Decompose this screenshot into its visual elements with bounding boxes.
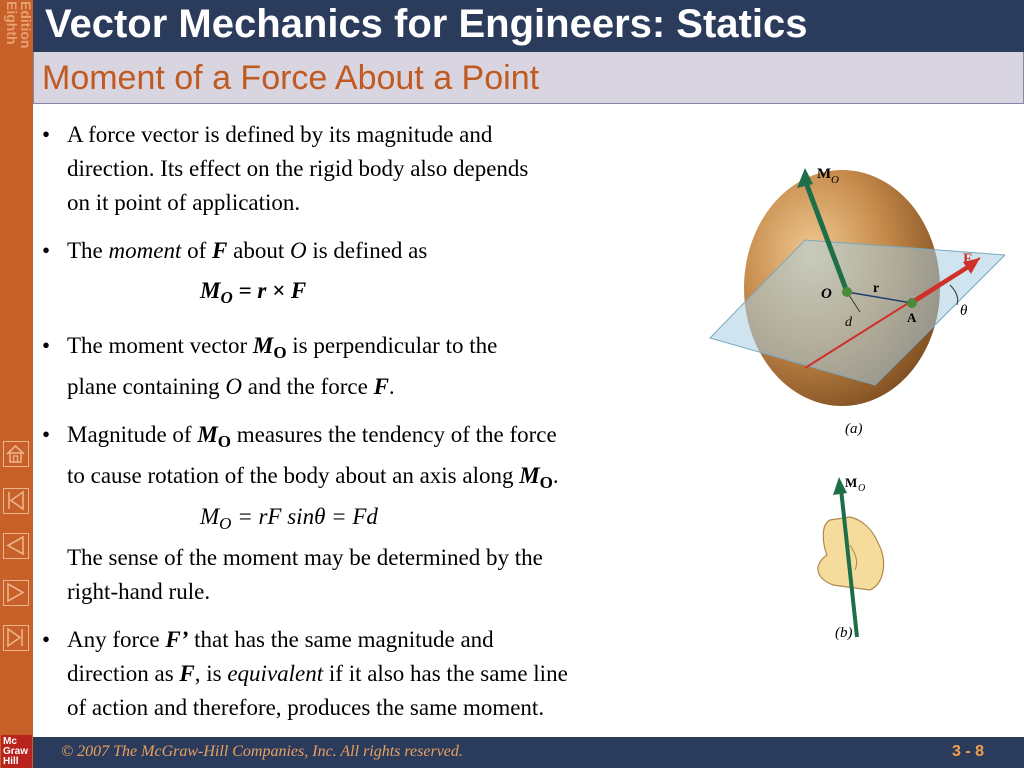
- bullet-dot: •: [42, 422, 51, 447]
- bullet-text: The moment vector $M_O$ is perpendicular to the: [67, 333, 498, 362]
- point-a: [907, 298, 917, 308]
- label-r: r: [873, 281, 880, 296]
- bullet-text: direction as F, is equivalent if it also has the same line: [67, 661, 568, 686]
- label-d: d: [845, 315, 852, 330]
- caption-a: (a): [845, 421, 863, 437]
- label-m-sub: O: [858, 483, 866, 494]
- edition-line2: Edition: [17, 1, 34, 49]
- subheader-bar: [33, 52, 1024, 104]
- mcgraw-hill-logo: [1, 735, 32, 768]
- label-theta: θ: [960, 303, 968, 319]
- magnitude-equation: $M_O$ = rF sinθ = Fd: [200, 504, 378, 533]
- bullet-text: Any force F’ that has the same magnitude and: [67, 627, 494, 652]
- point-o: [842, 287, 852, 297]
- bullet-dot: •: [42, 627, 51, 652]
- logo-line1: Mc: [3, 736, 17, 747]
- bullet-item: [42, 623, 702, 725]
- bullet-text: Magnitude of $M_O$ measures the tendency of the force: [67, 422, 557, 451]
- bullet-item: [42, 418, 702, 609]
- first-slide-icon: [4, 489, 27, 512]
- bullet-text: The sense of the moment may be determined by the: [67, 545, 543, 570]
- bullet-dot: •: [42, 122, 51, 147]
- label-o: O: [821, 286, 832, 302]
- bullet-item: [42, 329, 702, 404]
- label-a: A: [907, 310, 917, 325]
- label-m: M: [845, 475, 858, 490]
- last-slide-button[interactable]: [3, 625, 29, 651]
- edition-label: [0, 0, 33, 70]
- bullet-item: [42, 118, 702, 220]
- label-m-sub: O: [831, 174, 839, 186]
- slide-subtitle: Moment of a Force About a Point: [42, 59, 540, 97]
- next-slide-button[interactable]: [3, 580, 29, 606]
- bullet-dot: •: [42, 238, 51, 263]
- previous-slide-icon: [4, 534, 27, 557]
- last-slide-icon: [4, 626, 27, 649]
- page-number: 3 - 8: [951, 743, 984, 760]
- footer-bar: [33, 737, 1024, 768]
- bullet-dot: •: [42, 333, 51, 358]
- sidebar: [0, 0, 33, 768]
- figure-b-right-hand-rule: [805, 465, 915, 645]
- bullet-text: to cause rotation of the body about an axis along $M_O$.: [67, 463, 559, 492]
- bullet-text: plane containing O and the force F.: [67, 374, 395, 399]
- home-icon: [4, 442, 27, 465]
- home-button[interactable]: [3, 441, 29, 467]
- header-bar: [33, 0, 1024, 52]
- bullet-text: A force vector is defined by its magnitude and: [67, 122, 493, 147]
- bullet-text: direction. Its effect on the rigid body also depends: [67, 156, 529, 181]
- first-slide-button[interactable]: [3, 488, 29, 514]
- bullet-text: of action and therefore, produces the same moment.: [67, 695, 545, 720]
- bullet-text: The moment of F about O is defined as: [67, 238, 428, 263]
- logo-line3: Hill: [3, 756, 19, 767]
- copyright-text: © 2007 The McGraw-Hill Companies, Inc. All rights reserved.: [61, 743, 463, 760]
- figure-a-diagram: [705, 160, 1005, 445]
- caption-b: (b): [835, 625, 853, 641]
- page-title: Vector Mechanics for Engineers: Statics: [45, 2, 808, 46]
- previous-slide-button[interactable]: [3, 533, 29, 559]
- next-slide-icon: [4, 581, 27, 604]
- edition-line1: Eighth: [3, 1, 20, 45]
- moment-equation: $M_O = r \times F$: [200, 278, 307, 307]
- bullet-text: right-hand rule.: [67, 579, 211, 604]
- bullet-text: on it point of application.: [67, 190, 301, 215]
- label-m: M: [817, 166, 832, 182]
- slide-content: [42, 118, 702, 739]
- label-f: F: [963, 251, 973, 267]
- bullet-item: [42, 234, 702, 315]
- logo-line2: Graw: [3, 746, 29, 757]
